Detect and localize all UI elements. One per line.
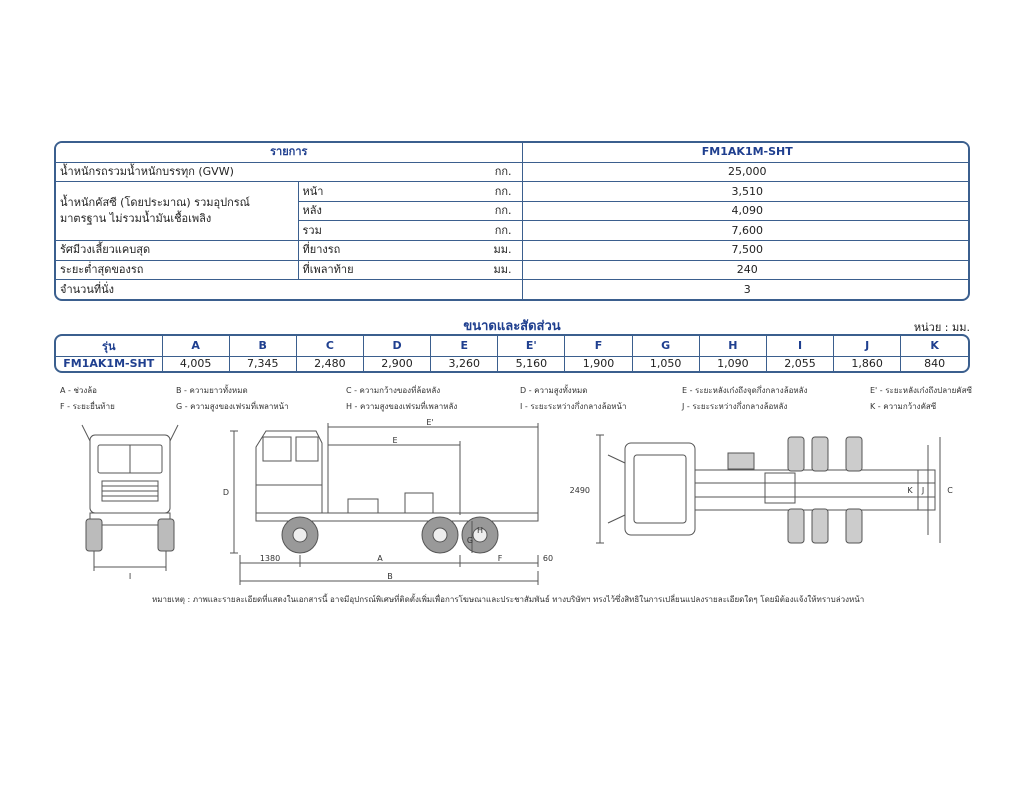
- clearance-label: ระยะต่ำสุดของรถ: [56, 260, 298, 280]
- legend-e-prime: E' - ระยะหลังเก๋งถึงปลายคัสซี: [870, 386, 972, 395]
- seats-label: จำนวนที่นั่ง: [56, 280, 522, 299]
- dim-val-h: 1,090: [699, 356, 766, 371]
- clearance-value: 240: [522, 260, 970, 280]
- gvw-value: 25,000: [522, 162, 970, 182]
- dim-col-e: E: [431, 336, 498, 356]
- dim-val-k: 840: [901, 356, 968, 371]
- weight-rear-unit: กก.: [440, 201, 522, 221]
- legend-c: C - ความกว้างของที่ล้อหลัง: [346, 386, 441, 395]
- spec-header-row: [56, 143, 970, 162]
- dim-val-a: 4,005: [162, 356, 229, 371]
- turning-unit: มม.: [440, 241, 522, 261]
- weight-total-unit: กก.: [440, 221, 522, 241]
- weight-rear-sub: หลัง: [298, 201, 440, 221]
- dim-col-d: D: [363, 336, 430, 356]
- dimensions-model: FM1AK1M-SHT: [56, 356, 162, 371]
- dimensions-title: ขนาดและสัดส่วน: [463, 319, 561, 334]
- dim-val-f: 1,900: [565, 356, 632, 371]
- dim-col-e-prime: E': [498, 336, 565, 356]
- label-side-e: E: [392, 436, 398, 445]
- legend-f: F - ระยะยื่นท้าย: [60, 402, 115, 411]
- truck-top-view: [596, 435, 940, 543]
- legend-g: G - ความสูงของเฟรมที่เพลาหน้า: [176, 402, 289, 411]
- dim-val-e: 3,260: [431, 356, 498, 371]
- spec-header-item: รายการ: [56, 143, 522, 162]
- dim-val-j: 1,860: [834, 356, 901, 371]
- turning-value: 7,500: [522, 241, 970, 261]
- dim-val-d: 2,900: [363, 356, 430, 371]
- label-top-2490: 2490: [569, 486, 590, 495]
- truck-front-view: [82, 425, 178, 571]
- dim-val-c: 2,480: [296, 356, 363, 371]
- gvw-unit: กก.: [440, 162, 522, 182]
- seats-value: 3: [522, 280, 970, 299]
- dim-col-j: J: [834, 336, 901, 356]
- chassis-weight-label: น้ำหนักคัสซี (โดยประมาณ) รวมอุปกรณ์มาตรฐาน ไม่รวมน้ำมันเชื้อเพลิง: [56, 182, 298, 241]
- legend-j: J - ระยะระหว่างกึ่งกลางล้อหลัง: [682, 402, 788, 411]
- dimensions-model-header: รุ่น: [56, 336, 162, 356]
- legend-b: B - ความยาวทั้งหมด: [176, 386, 248, 395]
- label-top-j: J: [921, 486, 925, 495]
- legend-h: H - ความสูงของเฟรมที่เพลาหลัง: [346, 402, 458, 411]
- label-side-e-prime: E': [426, 418, 434, 427]
- legend-a: A - ช่วงล้อ: [60, 386, 97, 395]
- legend-e: E - ระยะหลังเก๋งถึงจุดกึ่งกลางล้อหลัง: [682, 386, 808, 395]
- dim-col-k: K: [901, 336, 968, 356]
- label-side-1380: 1380: [259, 554, 281, 563]
- label-top-k: K: [907, 486, 913, 495]
- label-front-i: I: [128, 572, 132, 581]
- truck-dimension-drawing: [60, 415, 970, 590]
- spec-row-clearance: [56, 260, 970, 280]
- dim-col-c: C: [296, 336, 363, 356]
- dim-val-e-prime: 5,160: [498, 356, 565, 371]
- spec-row-seats: [56, 280, 970, 299]
- dim-val-b: 7,345: [229, 356, 296, 371]
- turning-sub: ที่ยางรถ: [298, 241, 440, 261]
- dim-col-b: B: [229, 336, 296, 356]
- label-top-c: C: [947, 486, 953, 495]
- dim-col-a: A: [162, 336, 229, 356]
- dim-col-f: F: [565, 336, 632, 356]
- legend-i: I - ระยะระหว่างกึ่งกลางล้อหน้า: [520, 402, 627, 411]
- weight-total-value: 7,600: [522, 221, 970, 241]
- weight-front-sub: หน้า: [298, 182, 440, 202]
- spec-row-turning: [56, 241, 970, 261]
- clearance-sub: ที่เพลาท้าย: [298, 260, 440, 280]
- dimensions-value-row: [56, 356, 968, 371]
- spec-table-box: [54, 141, 970, 301]
- legend-k: K - ความกว้างคัสซี: [870, 402, 937, 411]
- label-side-f: F: [497, 554, 503, 563]
- label-side-a: A: [377, 554, 383, 563]
- dimensions-table-box: [54, 334, 970, 373]
- spec-row-weight-front: [56, 182, 970, 202]
- dimensions-table: [56, 336, 968, 371]
- dim-col-g: G: [632, 336, 699, 356]
- weight-front-unit: กก.: [440, 182, 522, 202]
- dim-val-g: 1,050: [632, 356, 699, 371]
- label-side-60: 60: [542, 554, 554, 563]
- weight-total-sub: รวม: [298, 221, 440, 241]
- spec-row-gvw: [56, 162, 970, 182]
- spec-header-model: FM1AK1M-SHT: [522, 143, 970, 162]
- label-side-d: D: [222, 488, 230, 497]
- legend-d: D - ความสูงทั้งหมด: [520, 386, 588, 395]
- label-side-h: H: [476, 526, 484, 535]
- dim-val-i: 2,055: [766, 356, 833, 371]
- label-side-g: G: [466, 536, 474, 545]
- dim-col-i: I: [766, 336, 833, 356]
- clearance-unit: มม.: [440, 260, 522, 280]
- label-side-b: B: [387, 572, 393, 581]
- disclaimer-note: หมายเหตุ : ภาพและรายละเอียดที่แสดงในเอกสารนี้ อาจมีอุปกรณ์พิเศษที่ติดตั้งเพิ่มเพื่อการโฆษณาและประชาสัมพันธ์ ทางบริษัทฯ ทรงไว้ซึ่งสิทธิในการเปลี่ยนแปลงรายละเอียดใดๆ โดยมิต้องแจ้งให้ทราบล่วงหน้า: [152, 595, 865, 604]
- weight-rear-value: 4,090: [522, 201, 970, 221]
- spec-table: [56, 143, 970, 299]
- dimensions-header-row: [56, 336, 968, 356]
- gvw-label: น้ำหนักรถรวมน้ำหนักบรรทุก (GVW): [56, 162, 440, 182]
- dim-col-h: H: [699, 336, 766, 356]
- dimensions-unit: หน่วย : มม.: [913, 321, 970, 334]
- turning-label: รัศมีวงเลี้ยวแคบสุด: [56, 241, 298, 261]
- weight-front-value: 3,510: [522, 182, 970, 202]
